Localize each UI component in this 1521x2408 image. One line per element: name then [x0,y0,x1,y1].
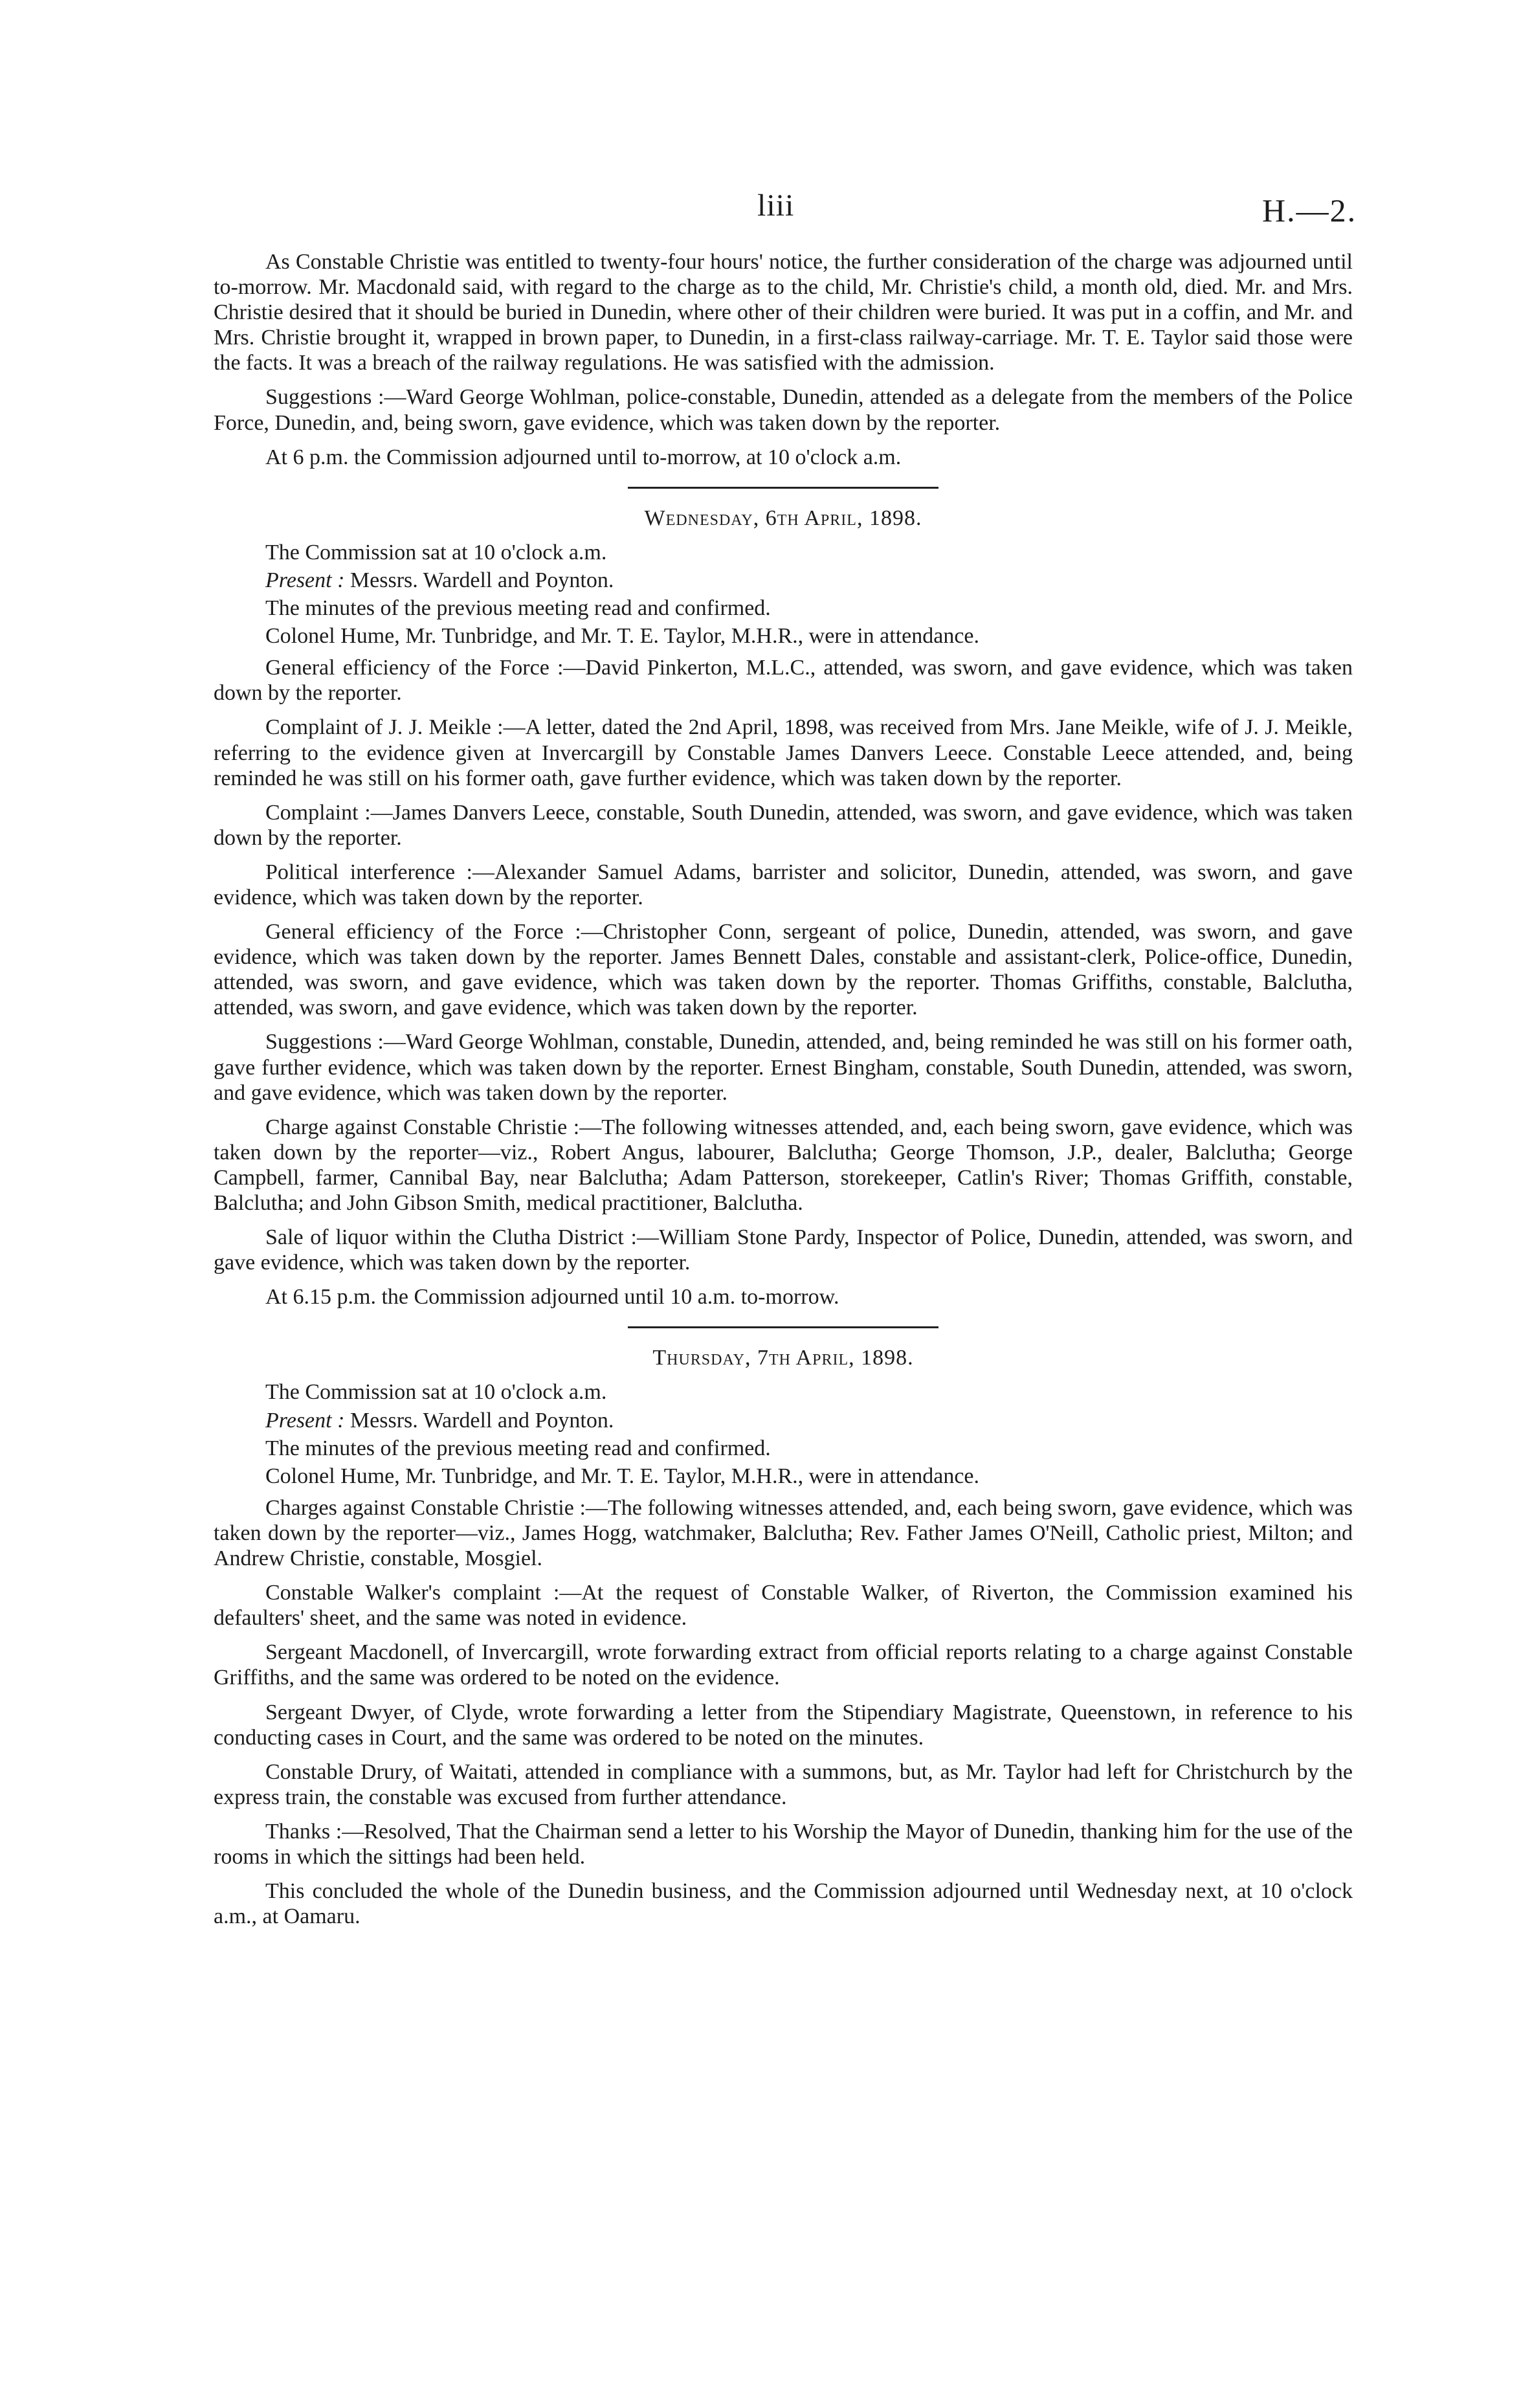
paragraph: Charge against Constable Christie :—The following witnesses attended, and, each being sworn, gave evidence, which was taken down by the reporter—viz., Robert Angus, labourer, Balclutha; George Thomson, J.P., dealer, Balclutha; George Campbell, farmer, Cannibal Bay, near Balclutha; Adam Patterson, storekeeper, Catlin's River; Thomas Griffith, constable, Balclutha; and John Gibson Smith, medical practitioner, Balclutha. [214,1115,1353,1215]
paragraph: At 6.15 p.m. the Commission adjourned until 10 a.m. to-morrow. [265,1285,839,1310]
paragraph: Sergeant Macdonell, of Invercargill, wrote forwarding extract from official reports relating to a charge against Constable Griffiths, and the same was ordered to be noted on the evidence. [214,1640,1353,1690]
paragraph: Charges against Constable Christie :—The following witnesses attended, and, each being sworn, gave evidence, which was taken down by the reporter—viz., James Hogg, watchmaker, Balclutha; Rev. Father James O'Neill, Catholic priest, Milton; and Andrew Christie, constable, Mosgiel. [214,1495,1353,1571]
paragraph: As Constable Christie was entitled to twenty-four hours' notice, the further consideration of the charge was adjourned until to-morrow. Mr. Macdonald said, with regard to the charge as to the child, Mr. Christie's child, a month old, died. Mr. and Mrs. Christie desired that it should be buried in Dunedin, where other of their children were buried. It was put in a coffin, and Mr. and Mrs. Christie brought it, wrapped in brown paper, to Dunedin, in a first-class railway-carriage. Mr. T. E. Taylor said those were the facts. It was a breach of the railway regulations. He was satisfied with the admission. [214,250,1353,375]
wednesday-section [214,506,1353,1310]
paragraph: Complaint :—James Danvers Leece, constable, South Dunedin, attended, was sworn, and gave evidence, which was taken down by the reporter. [214,800,1353,850]
paragraph: General efficiency of the Force :—Christopher Conn, sergeant of police, Dunedin, attended, was sworn, and gave evidence, which was taken down by the reporter. James Bennett Dales, constable and assistant-clerk, Police-office, Dunedin, attended, was sworn, and gave evidence, which was taken down by the reporter. Thomas Griffiths, constable, Balclutha, attended, was sworn, and gave evidence, which was taken down by the reporter. [214,920,1353,1020]
paragraph: Constable Walker's complaint :—At the request of Constable Walker, of Riverton, the Commission examined his defaulters' sheet, and the same was noted in evidence. [214,1581,1353,1631]
intro-section [214,249,1353,470]
page-number: liii [757,188,795,223]
paragraph: At 6 p.m. the Commission adjourned until to-morrow, at 10 o'clock a.m. [265,445,902,469]
paragraph: Suggestions :—Ward George Wohlman, constable, Dunedin, attended, and, being reminded he was still on his former oath, gave further evidence, which was taken down by the reporter. Ernest Bingham, constable, South Dunedin, attended, was sworn, and gave evidence, which was taken down by the reporter. [214,1030,1353,1105]
section-heading: Wednesday, 6th April, 1898. [644,506,922,530]
paragraph: Sale of liquor within the Clutha District :—William Stone Pardy, Inspector of Police, Dunedin, attended, was sworn, and gave evidence, which was taken down by the reporter. [214,1225,1353,1275]
paragraph: Sergeant Dwyer, of Clyde, wrote forwarding a letter from the Stipendiary Magistrate, Queenstown, in reference to his conducting cases in Court, and the same was ordered to be noted on the minutes. [214,1700,1353,1750]
present-names: Messrs. Wardell and Poynton. [344,1408,614,1433]
present-line [265,568,1353,593]
present-label: Present : [265,1408,345,1433]
attendance-line: Colonel Hume, Mr. Tunbridge, and Mr. T. E. Taylor, M.H.R., were in attendance. [265,624,980,649]
paragraph: Political interference :—Alexander Samuel Adams, barrister and solicitor, Dunedin, attended, was sworn, and gave evidence, which was taken down by the reporter. [214,860,1353,909]
present-names: Messrs. Wardell and Poynton. [344,568,614,592]
attendance-line: Colonel Hume, Mr. Tunbridge, and Mr. T. E. Taylor, M.H.R., were in attendance. [265,1464,980,1488]
paragraph: Suggestions :—Ward George Wohlman, police-constable, Dunedin, attended as a delegate from the members of the Police Force, Dunedin, and, being sworn, gave evidence, which was taken down by the reporter. [214,385,1353,435]
present-line [265,1408,1353,1433]
document-code: H.—2. [1262,192,1357,229]
paragraph: Thanks :—Resolved, That the Chairman send a letter to his Worship the Mayor of Dunedin, thanking him for the use of the rooms in which the sittings had been held. [214,1819,1353,1869]
present-label: Present : [265,568,345,592]
sitting-time: The Commission sat at 10 o'clock a.m. [265,1380,607,1405]
minutes-line: The minutes of the previous meeting read and confirmed. [265,1436,771,1460]
section-divider [628,1326,938,1328]
sitting-time: The Commission sat at 10 o'clock a.m. [265,540,607,564]
paragraph: General efficiency of the Force :—David Pinkerton, M.L.C., attended, was sworn, and gave evidence, which was taken down by the reporter. [214,656,1353,706]
minutes-line: The minutes of the previous meeting read and confirmed. [265,596,771,621]
section-divider [628,487,938,489]
page-body [214,249,1353,1938]
thursday-section [214,1345,1353,1929]
section-heading: Thursday, 7th April, 1898. [652,1346,914,1370]
paragraph: Complaint of J. J. Meikle :—A letter, dated the 2nd April, 1898, was received from Mrs. Jane Meikle, wife of J. J. Meikle, referring to the evidence given at Invercargill by Constable James Danvers Leece. Constable Leece attended, and, being reminded he was still on his former oath, gave further evidence, which was taken down by the reporter. [214,715,1353,790]
paragraph: This concluded the whole of the Dunedin business, and the Commission adjourned until Wednesday next, at 10 o'clock a.m., at Oamaru. [214,1879,1353,1929]
paragraph: Constable Drury, of Waitati, attended in compliance with a summons, but, as Mr. Taylor had left for Christchurch by the express train, the constable was excused from further attendance. [214,1759,1353,1809]
